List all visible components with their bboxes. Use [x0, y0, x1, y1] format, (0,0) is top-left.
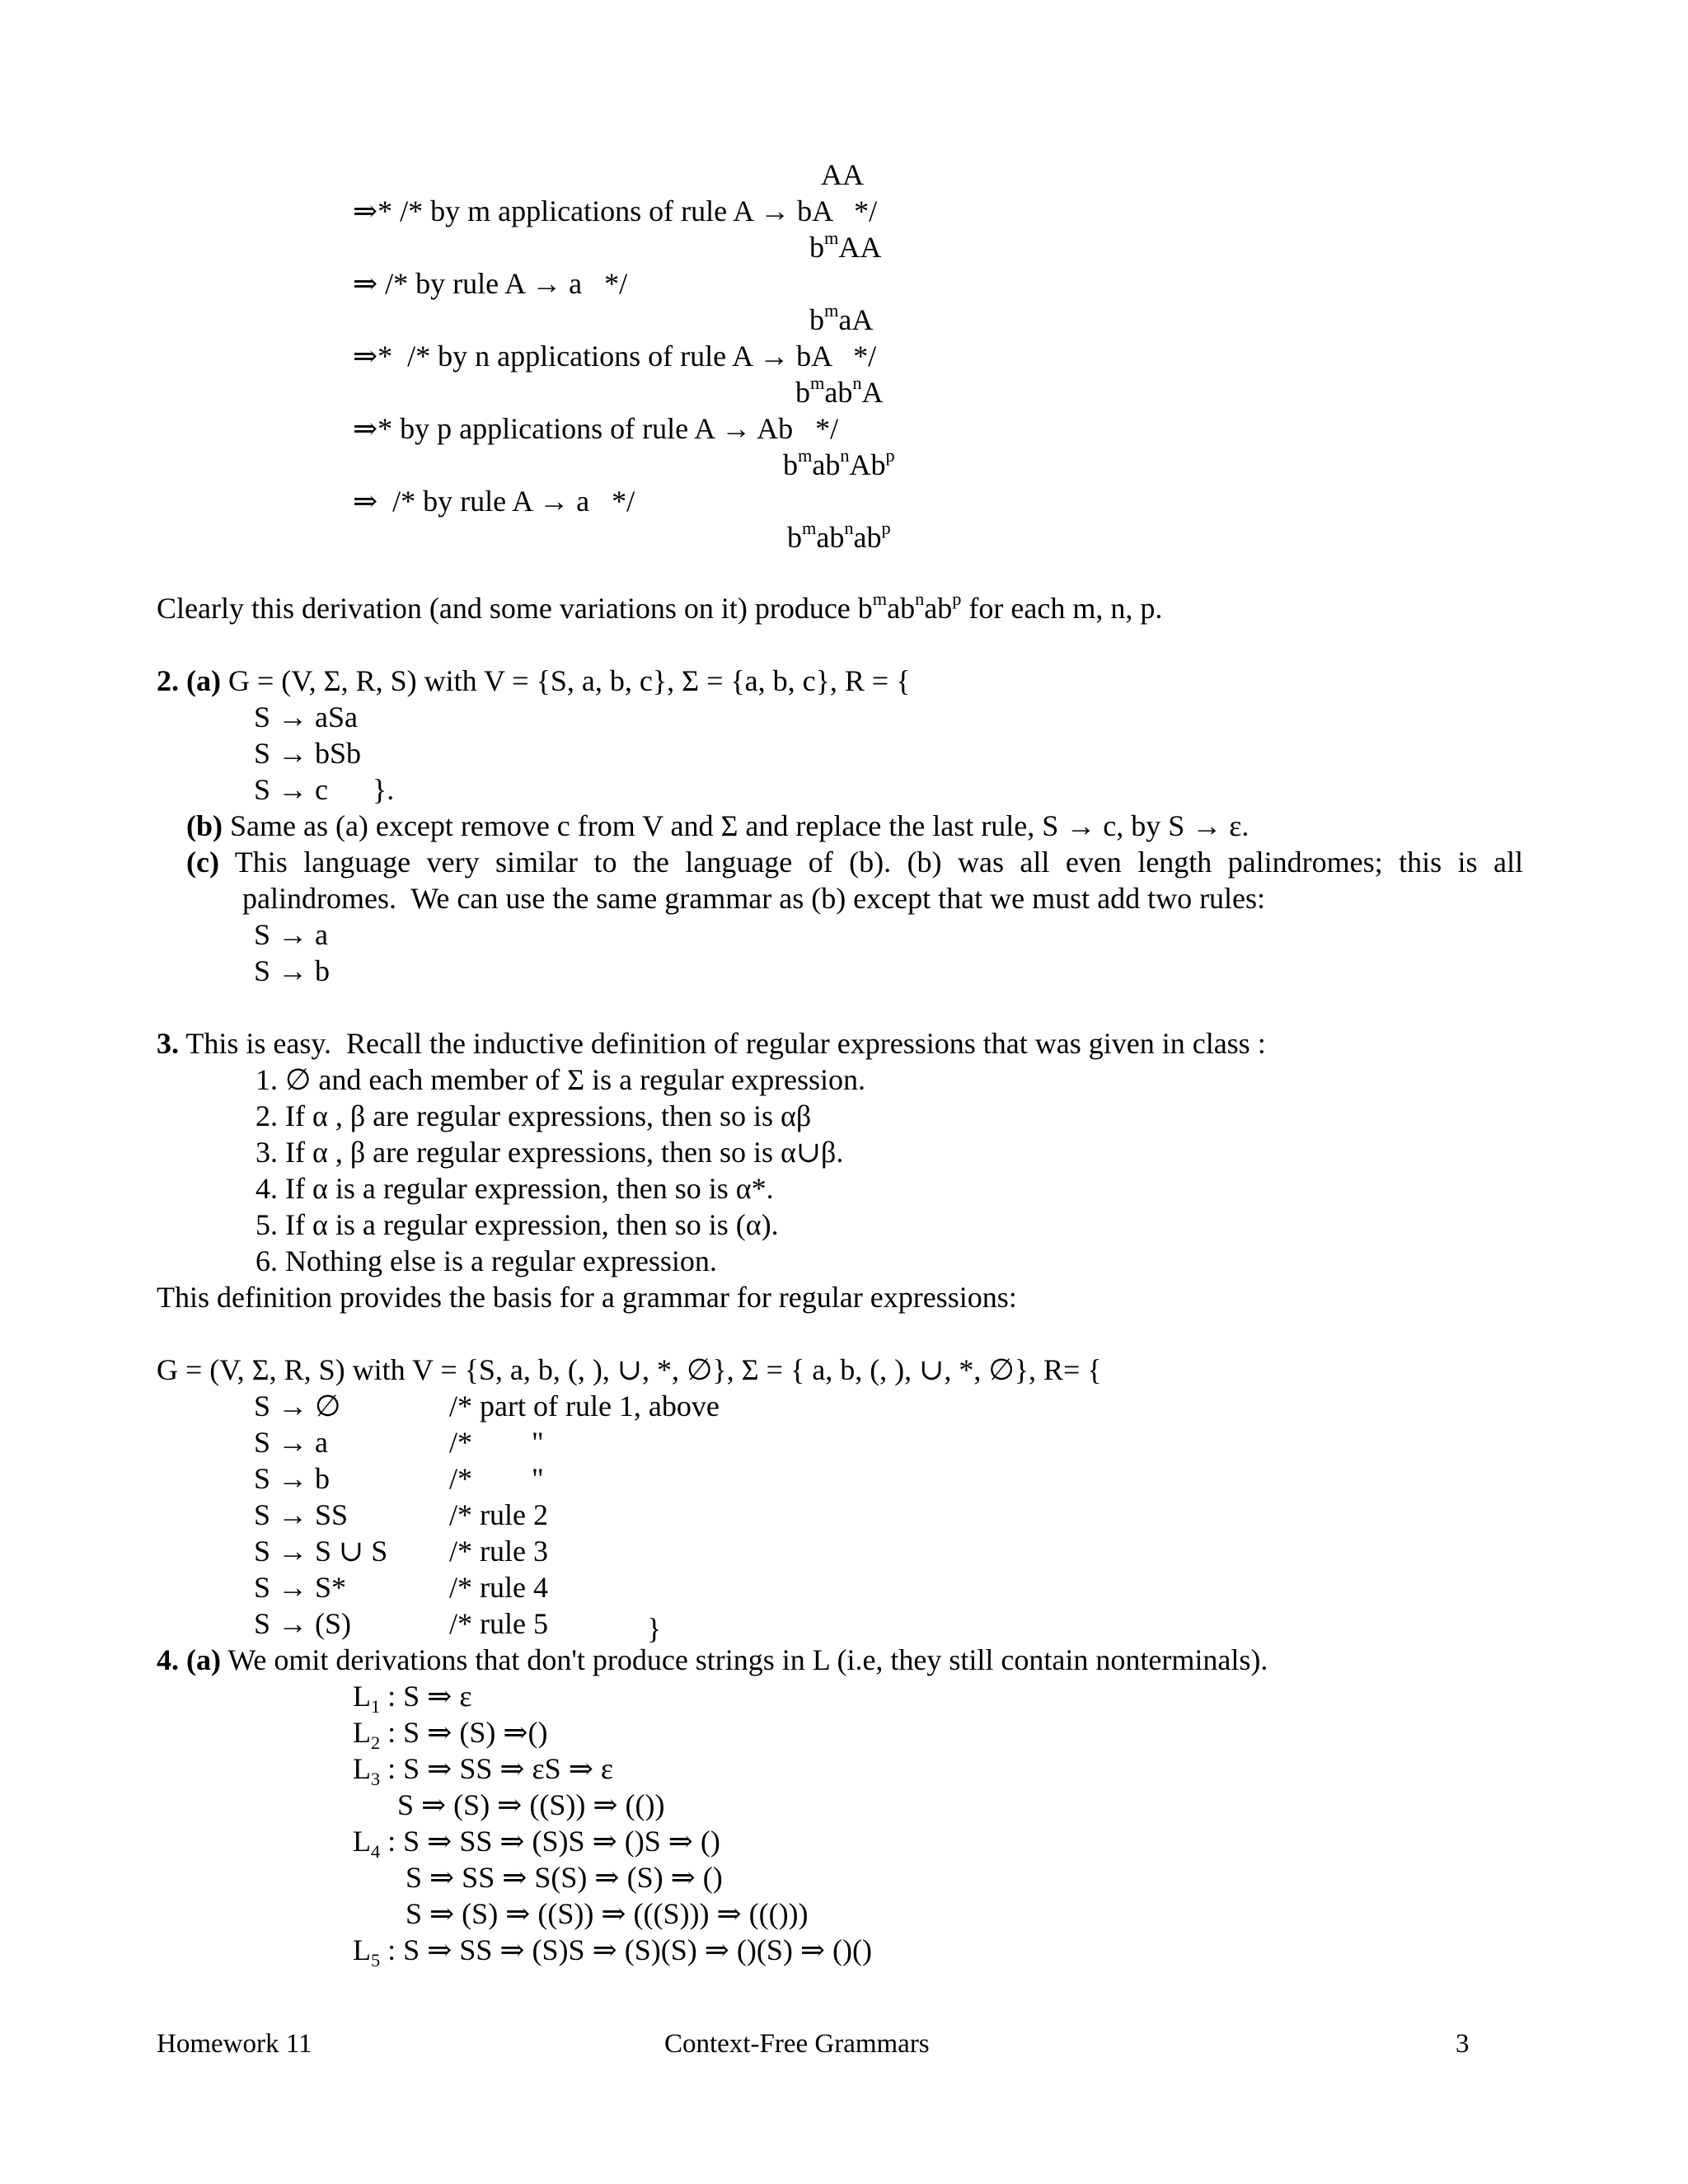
q3-rule-comment: /* ": [449, 1426, 544, 1459]
derivation-step-4: ⇒* by p applications of rule A → Ab */: [353, 412, 839, 445]
q3-item: 5. If α is a regular expression, then so is (α).: [256, 1208, 779, 1241]
q4-derivation-L4: $L_4$ : S ⇒ SS ⇒ (S)S ⇒ ()S ⇒ (): [353, 1825, 720, 1863]
q2-part-a: 2. (a) G = (V, Σ, R, S) with V = {S, a, b, c}, Σ = {a, b, c}, R = {: [157, 664, 911, 697]
q4-derivation-L2: $L_2$ : S ⇒ (S) ⇒(): [353, 1716, 548, 1754]
q2-c-rule: S → b: [254, 954, 331, 987]
derivation-result-1: $b^mAA$: [809, 227, 882, 264]
q2-rule: S → aSa: [254, 701, 358, 733]
derivation-result-2: $b^maA$: [809, 300, 874, 336]
q3-intro: 3. This is easy. Recall the inductive definition of regular expressions that was given in class :: [157, 1027, 1266, 1060]
q4-derivation-L4-alt: S ⇒ SS ⇒ S(S) ⇒ (S) ⇒ (): [406, 1861, 723, 1894]
derivation-step-1: ⇒* /* by m applications of rule A → bA */: [353, 194, 878, 227]
q2-c-rule: S → a: [254, 918, 328, 951]
q3-item: 6. Nothing else is a regular expression.: [256, 1244, 717, 1277]
q4-derivation-L4-alt: S ⇒ (S) ⇒ ((S)) ⇒ (((S))) ⇒ ((())): [406, 1897, 809, 1930]
q4-derivation-L3: $L_3$ : S ⇒ SS ⇒ εS ⇒ ε: [353, 1752, 613, 1790]
footer-center: Context-Free Grammars: [664, 2029, 930, 2059]
q2-rule: S → c }.: [254, 773, 395, 806]
q3-close-brace: }: [647, 1612, 662, 1645]
q4-derivation-L1: $L_1$ : S ⇒ ε: [353, 1680, 472, 1718]
derivation-step-2: ⇒ /* by rule A → a */: [353, 267, 628, 300]
q3-rule-comment: /* ": [449, 1462, 544, 1495]
q3-rule-comment: /* rule 4: [449, 1571, 548, 1604]
q3-rule: S → (S): [254, 1607, 352, 1640]
derivation-step-5: ⇒ /* by rule A → a */: [353, 485, 635, 518]
q3-rule: S → a: [254, 1426, 328, 1459]
derivation-result-5: $b^mab^nab^p$: [787, 518, 891, 554]
derivation-step-3: ⇒* /* by n applications of rule A → bA */: [353, 340, 877, 373]
derivation-result-4: $b^mab^nAb^p$: [783, 445, 895, 481]
q4-part-a: 4. (a) We omit derivations that don't produce strings in L (i.e, they still contain nonterminals).: [157, 1643, 1268, 1676]
q3-rule-comment: /* part of rule 1, above: [449, 1390, 720, 1422]
derivation-start: AA: [821, 158, 864, 191]
q2-rule: S → bSb: [254, 737, 362, 770]
q3-rule-comment: /* rule 2: [449, 1498, 548, 1531]
q3-rule: S → ∅: [254, 1390, 341, 1422]
q3-item: 3. If α , β are regular expressions, then so is α∪β.: [256, 1136, 844, 1169]
q2-part-b: (b) Same as (a) except remove c from V and Σ and replace the last rule, S → c, by S → ε.: [186, 809, 1250, 842]
q3-item: 1. ∅ and each member of Σ is a regular expression.: [256, 1063, 866, 1096]
q3-item: 2. If α , β are regular expressions, then so is αβ: [256, 1099, 812, 1132]
q3-rule: S → S*: [254, 1571, 347, 1604]
q3-rule-comment: /* rule 3: [449, 1535, 548, 1568]
q3-basis: This definition provides the basis for a grammar for regular expressions:: [157, 1281, 1017, 1314]
q3-rule: S → SS: [254, 1498, 349, 1531]
q3-rule-comment: /* rule 5: [449, 1607, 548, 1640]
derivation-result-3: $b^mab^nA$: [795, 373, 884, 409]
q2-part-c-line-1: (c) This language very similar to the language of (b). (b) was all even length palindromes; this is all: [186, 846, 1523, 879]
q3-rule: S → S ∪ S: [254, 1535, 388, 1568]
conclusion-paragraph: Clearly this derivation (and some variations on it) produce $b^mab^nab^p$ for each m, n, p.: [157, 588, 1163, 625]
q3-item: 4. If α is a regular expression, then so is α*.: [256, 1172, 774, 1205]
q4-derivation-L5: $L_5$ : S ⇒ SS ⇒ (S)S ⇒ (S)(S) ⇒ ()(S) ⇒ ()(): [353, 1933, 872, 1971]
q2-part-c-line-2: palindromes. We can use the same grammar as (b) except that we must add two rules:: [242, 882, 1266, 915]
q4-derivation-L3-alt: S ⇒ (S) ⇒ ((S)) ⇒ (()): [397, 1788, 665, 1821]
footer-page-number: 3: [1456, 2029, 1470, 2059]
q3-grammar: G = (V, Σ, R, S) with V = {S, a, b, (, ), ∪, *, ∅}, Σ = { a, b, (, ), ∪, *, ∅}, R= {: [157, 1353, 1102, 1386]
q3-rule: S → b: [254, 1462, 331, 1495]
footer-left: Homework 11: [157, 2029, 312, 2059]
